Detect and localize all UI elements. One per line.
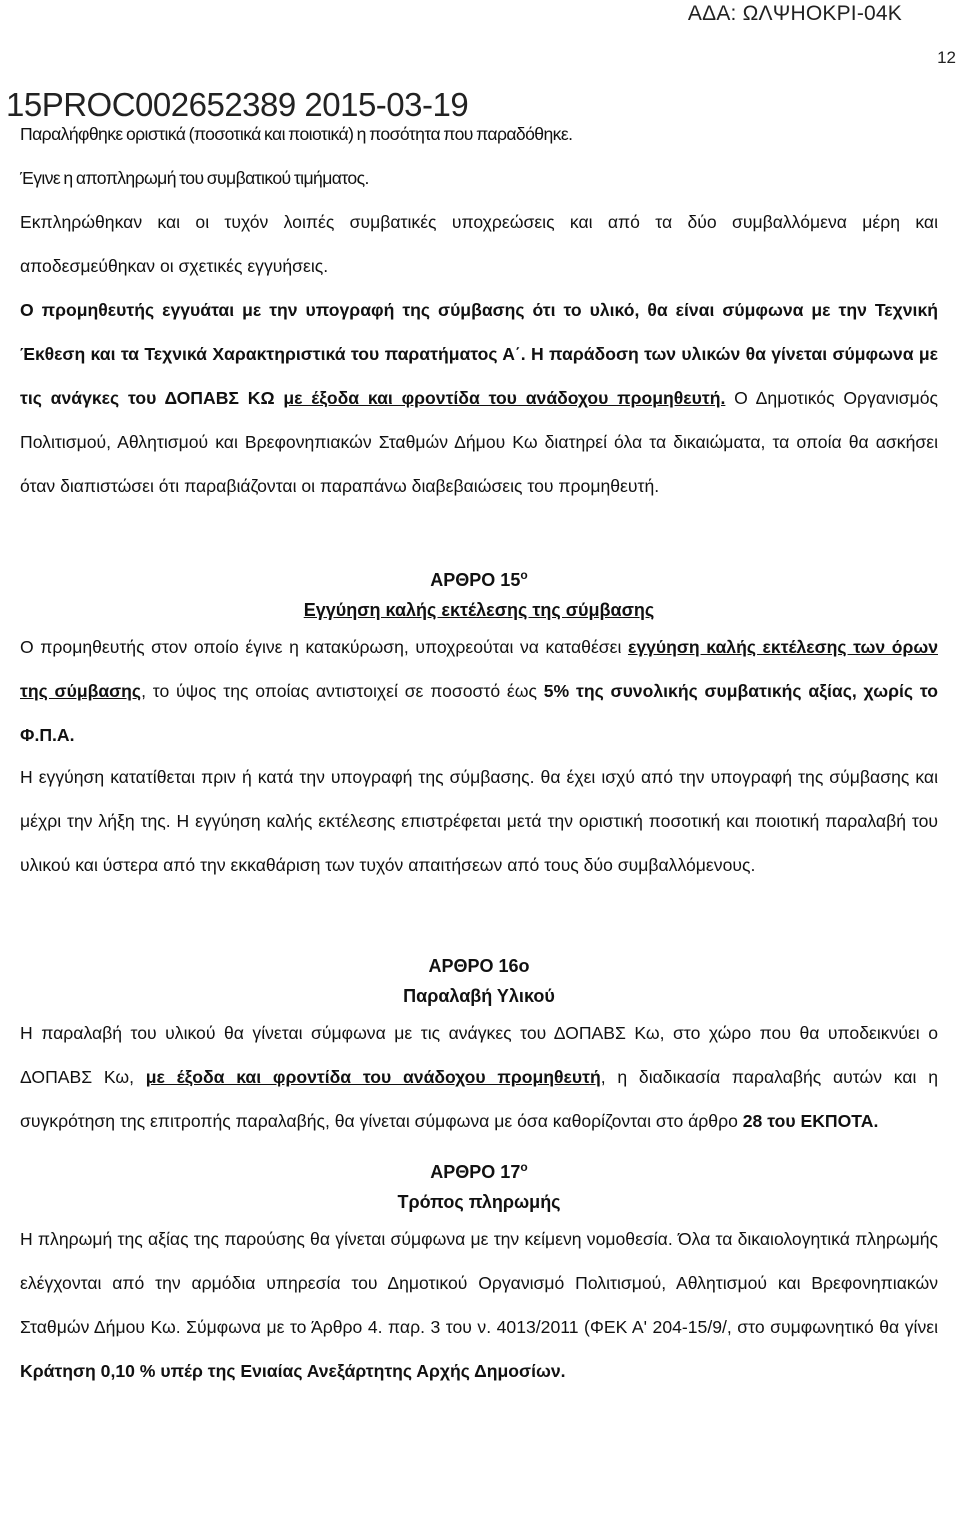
- article-15-paragraph-2: Η εγγύηση κατατίθεται πριν ή κατά την υπογραφή της σύμβασης. θα έχει ισχύ από την υπογραφή της σύμβασης και μέχρι την λήξη της. Η εγγύηση καλής εκτέλεσης επιστρέφεται μετά την οριστική ποσοτική και ποιοτική παραλαβή του υλικού και ύστερα από την εκκαθάριση των τυχόν απαιτήσεων από τους δύο συμβαλλόμενους.: [20, 767, 938, 875]
- guarantee-rest-text: Ο Δημοτικός Οργανισμός Πολιτισμού, Αθλητισμού και Βρεφονηπιακών Σταθμών Δήμου Κω διατηρεί όλα τα δικαιώματα, τα οποία θα ασκήσει όταν διαπιστώσει ότι παραβιάζονται οι παραπάνω διαβεβαιώσεις του προμηθευτή.: [20, 388, 938, 496]
- delivery-cost-underlined: με έξοδα και φροντίδα του ανάδοχου προμηθευτή: [145, 1067, 601, 1087]
- page-number: 12: [937, 48, 956, 67]
- withholding-bold: Κράτηση 0,10 % υπέρ της Ενιαίας Ανεξάρτητης Αρχής Δημοσίων.: [20, 1361, 566, 1381]
- ekpota-article-bold: 28 του ΕΚΠΟΤΑ.: [742, 1111, 879, 1131]
- paragraph-obligations: Εκπληρώθηκαν και οι τυχόν λοιπές συμβατικές υποχρεώσεις και από τα δύο συμβαλλόμενα μέρη και αποδεσμεύθηκαν οι σχετικές εγγυήσεις.: [20, 212, 938, 276]
- guarantee-term-underlined: εγγύηση καλής εκτέλεσης των όρων της σύμβασης: [20, 637, 938, 701]
- paragraph-guarantee: [20, 288, 938, 508]
- guarantee-underlined-text: με έξοδα και φροντίδα του ανάδοχου προμηθευτή.: [283, 388, 726, 408]
- article-17-paragraph: Η πληρωμή της αξίας της παρούσης θα γίνεται σύμφωνα με την κείμενη νομοθεσία. Όλα τα δικαιολογητικά πληρωμής ελέγχονται από την αρμόδια υπηρεσία του Δημοτικού Οργανισμό Πολιτισμού, Αθλητισμού και Βρεφονηπιακών Σταθμών Δήμου Κω. Σύμφωνα με το Άρθρο 4. παρ. 3 του ν. 4013/2011 (ΦΕΚ Α' 204-15/9/, στο συμφωνητικό θα γίνει Κράτηση 0,10 % υπέρ της Ενιαίας Ανεξάρτητης Αρχής Δημοσίων.: [20, 1229, 938, 1381]
- article-15-subtitle: Εγγύηση καλής εκτέλεσης της σύμβασης: [303, 600, 655, 620]
- document-body: [20, 112, 938, 1393]
- article-15-paragraph-1: Ο προμηθευτής στον οποίο έγινε η κατακύρωση, υποχρεούται να καταθέσει εγγύηση καλής εκτέλεσης των όρων της σύμβασης, το ύψος της οποίας αντιστοιχεί σε ποσοστό έως 5% της συνολικής συμβατικής αξίας, χωρίς το Φ.Π.Α.: [20, 637, 938, 745]
- article-16-paragraph: Η παραλαβή του υλικού θα γίνεται σύμφωνα με τις ανάγκες του ΔΟΠΑΒΣ Κω, στο χώρο που θα υποδεικνύει ο ΔΟΠΑΒΣ Κω, με έξοδα και φροντίδα του ανάδοχου προμηθευτή, η διαδικασία παραλαβής αυτών και η συγκρότηση της επιτροπής παραλαβής, θα γίνεται σύμφωνα με όσα καθορίζονται στο άρθρο 28 του ΕΚΠΟΤΑ.: [20, 1023, 938, 1131]
- article-17-subtitle: Τρόπος πληρωμής: [397, 1192, 561, 1212]
- article-16-title: ΑΡΘΡΟ 16ο: [428, 956, 530, 976]
- paragraph-paid: Έγινε η αποπληρωμή του συμβατικού τιμήματος.: [20, 168, 369, 188]
- article-17-title: ΑΡΘΡΟ $17^o$: [430, 1160, 528, 1182]
- article-15-title: ΑΡΘΡΟ $15^o$: [430, 568, 528, 590]
- guarantee-bold-text: Ο προμηθευτής εγγυάται με την υπογραφή της σύμβασης ότι το υλικό, θα είναι σύμφωνα με την Τεχνική Έκθεση και τα Τεχνικά Χαρακτηριστικά του παρατήματος Α΄. Η παράδοση των υλικών θα γίνεται σύμφωνα με τις ανάγκες του ΔΟΠΑΒΣ ΚΩ: [20, 300, 938, 408]
- guarantee-percent-bold: 5% της συνολικής συμβατικής αξίας, χωρίς το Φ.Π.Α.: [20, 681, 938, 745]
- article-16-subtitle: Παραλαβή Υλικού: [403, 986, 555, 1006]
- protocol-stamp: 15PROC002652389 2015-03-19: [6, 86, 469, 123]
- ada-code: ΑΔΑ: ΩΛΨΗΟΚΡΙ-04Κ: [687, 2, 902, 25]
- paragraph-received: Παραλήφθηκε οριστικά (ποσοτικά και ποιοτικά) η ποσότητα που παραδόθηκε.: [20, 124, 573, 144]
